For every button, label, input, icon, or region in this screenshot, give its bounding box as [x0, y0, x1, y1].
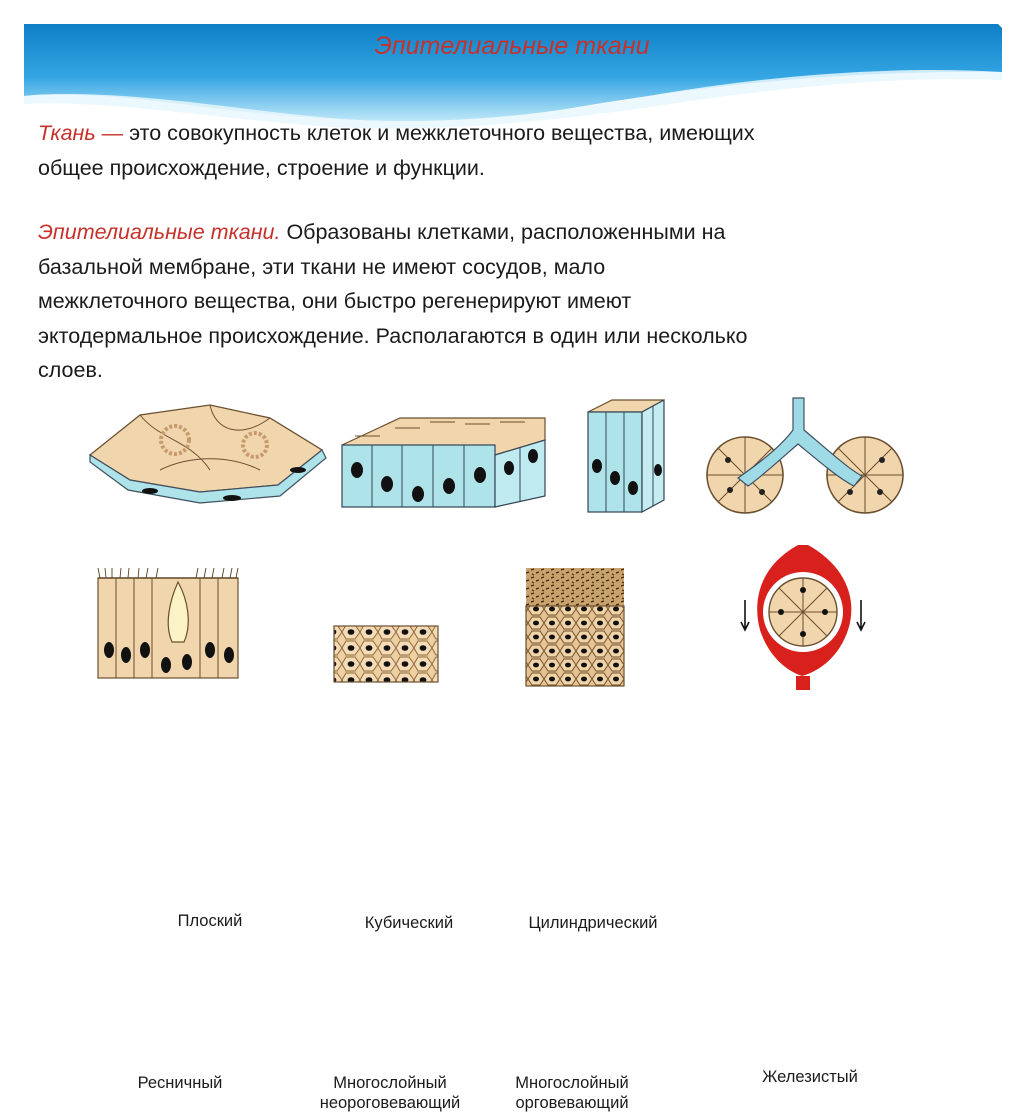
header-wave-banner — [0, 0, 1024, 130]
term-dash: — — [101, 121, 124, 145]
definition-line-1: это совокупность клеток и межклеточного вещества, имеющих — [129, 121, 755, 145]
caption-stratified-keratinized-line2: орговевающий — [515, 1094, 629, 1112]
paragraph-definition — [38, 116, 998, 185]
definition-line-2: общее происхождение, строение и функции. — [38, 155, 485, 180]
figure-flat — [90, 405, 326, 503]
figure-cubic — [342, 418, 545, 507]
figure-glandular-alveoli — [707, 398, 903, 513]
term-tissue: Ткань — [38, 121, 96, 145]
figure-cylindrical — [588, 400, 664, 512]
caption-flat: Плоский — [177, 912, 243, 930]
epithelium-line-4: эктодермальное происхождение. Располагаются в один или несколько — [38, 323, 748, 348]
term-epithelial: Эпителиальные ткани. — [38, 220, 281, 244]
caption-stratified-nonkeratinized-line1: Многослойный — [333, 1074, 447, 1092]
caption-stratified-nonkeratinized-line2: неороговевающий — [319, 1094, 461, 1112]
body-text — [38, 116, 998, 388]
epithelium-figures — [0, 380, 1024, 1112]
figure-glandular-acinus — [741, 545, 865, 690]
caption-cubic: Кубический — [364, 914, 454, 932]
figure-ciliated — [98, 568, 238, 678]
epithelium-line-5: слоев. — [38, 358, 103, 382]
figure-stratified-keratinized — [526, 568, 624, 686]
paragraph-epithelium — [38, 215, 998, 388]
figure-stratified-nonkeratinized — [334, 626, 438, 682]
epithelium-line-2: базальной мембране, эти ткани не имеют сосудов, мало — [38, 254, 606, 279]
epithelium-line-1: Образованы клетками, расположенными на — [286, 220, 726, 244]
caption-cylindrical: Цилиндрический — [528, 914, 658, 932]
caption-stratified-nonkeratinized — [305, 1073, 475, 1113]
slide-title: Эпителиальные ткани — [374, 32, 650, 60]
caption-glandular: Железистый — [762, 1068, 858, 1086]
caption-stratified-keratinized — [497, 1073, 647, 1113]
caption-stratified-keratinized-line1: Многослойный — [515, 1074, 629, 1092]
caption-ciliated: Ресничный — [137, 1074, 223, 1092]
epithelium-line-3: межклеточного вещества, они быстро регенерируют имеют — [38, 289, 632, 313]
